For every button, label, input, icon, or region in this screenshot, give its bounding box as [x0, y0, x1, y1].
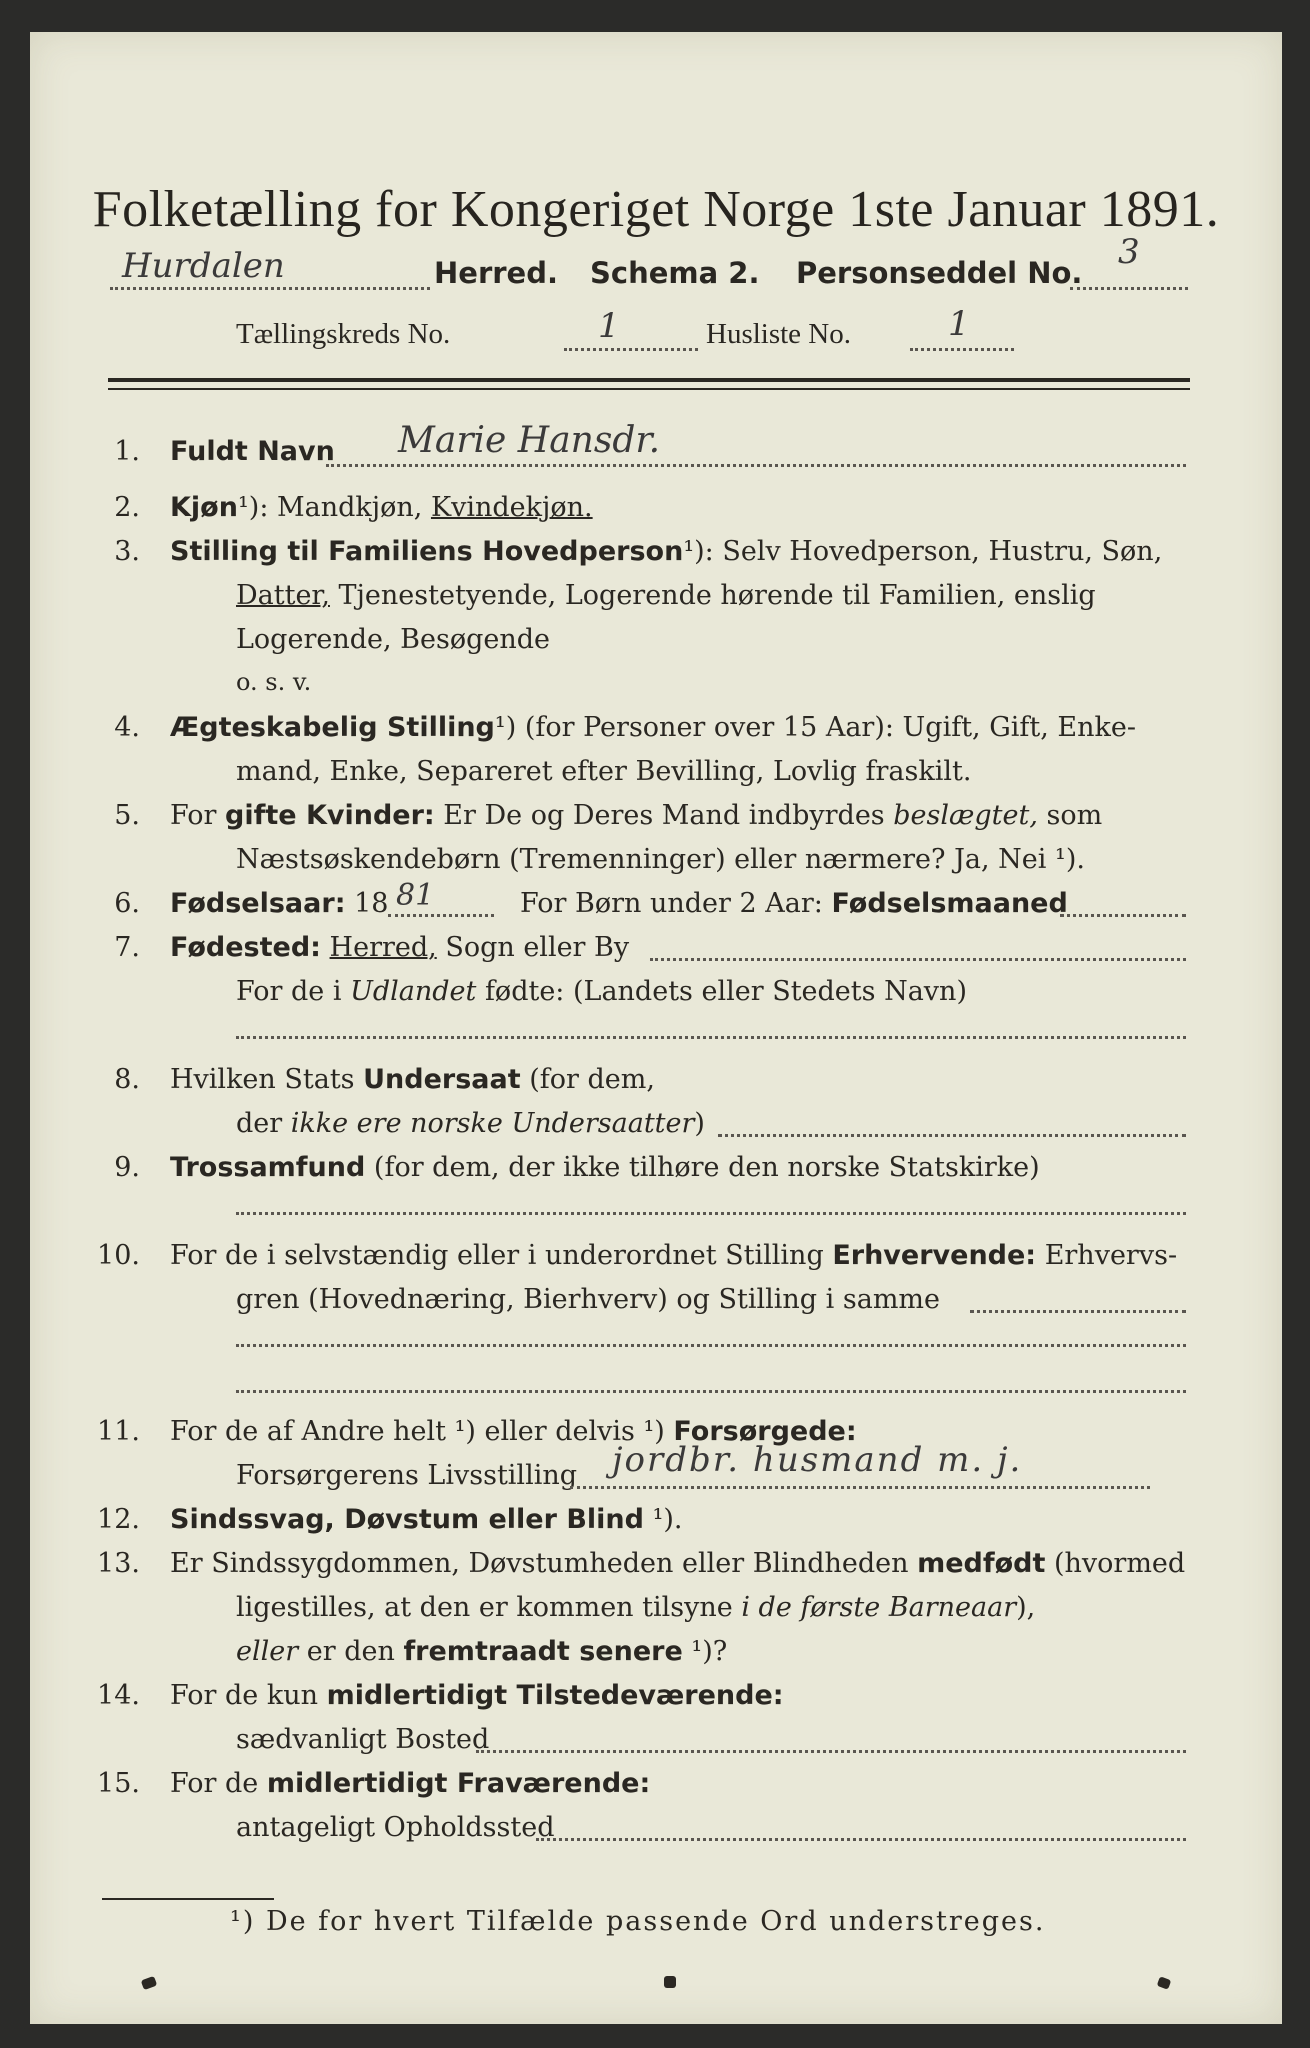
q9-rest: (for dem, der ikke tilhøre den norske Statskirke) [365, 1152, 1040, 1183]
q13-line2-pre: ligestilles, at den er kommen tilsyne [236, 1592, 742, 1623]
herred-label: Herred. [434, 256, 558, 290]
q15-bold: midlertidigt Fraværende: [266, 1768, 651, 1799]
q10-number: 10. [97, 1240, 140, 1271]
form-title: Folketælling for Kongeriget Norge 1ste Januar 1891. [92, 181, 1220, 238]
q14-line1 [170, 1682, 784, 1709]
q8-line2-italic: ikke ere norske Undersaatter [290, 1108, 695, 1139]
q5-line2: Næstsøskendebørn (Tremenninger) eller nærmere? Ja, Nei ¹). [236, 844, 1085, 875]
herred-dots [110, 287, 430, 290]
header-rule-thin [108, 388, 1190, 390]
q10-line1-pre: For de i selvstændig eller i underordnet Stilling [170, 1240, 833, 1271]
q9-bold: Trossamfund [170, 1152, 366, 1183]
q15-number: 15. [97, 1768, 140, 1799]
q8-line1 [170, 1066, 655, 1093]
q6-year-prefix: 18 [345, 888, 389, 919]
q3-line4: o. s. v. [236, 668, 312, 696]
q8-line2-rest: ) [694, 1108, 705, 1139]
q3-line1-rest: ¹): Selv Hovedperson, Hustru, Søn, [683, 536, 1163, 567]
q10-dots2 [236, 1344, 1186, 1347]
q2-sup: ¹ [237, 492, 249, 523]
q5-pre: For [170, 800, 226, 831]
taellingskreds-value: 1 [598, 306, 620, 346]
q6-bold1: Fødselsaar: [170, 888, 346, 919]
footnote: ¹) De for hvert Tilfælde passende Ord understreges. [230, 1906, 1046, 1937]
q13-line3-italic: eller [236, 1636, 299, 1667]
q7-line2-pre: For de i [236, 976, 351, 1007]
q7-line1 [170, 934, 629, 961]
q5-italic: beslægtet, [893, 800, 1038, 831]
q15-line1-pre: For de [170, 1768, 267, 1799]
q6-mid: For Børn under 2 Aar: [520, 888, 832, 919]
q12-number: 12. [97, 1504, 140, 1535]
q5-number: 5. [114, 800, 140, 831]
q11-dots [570, 1486, 1150, 1489]
q10-line2: gren (Hovednæring, Bierhverv) og Stilling i samme [236, 1284, 941, 1315]
q14-bold: midlertidigt Tilstedeværende: [326, 1680, 784, 1711]
q13-number: 13. [97, 1548, 140, 1579]
q6-bold2: Fødselsmaaned [831, 888, 1068, 919]
footnote-rule [102, 1898, 274, 1900]
q5-bold: gifte Kvinder: [225, 800, 435, 831]
q7-line2-rest: fødte: (Landets eller Stedets Navn) [476, 976, 967, 1007]
q11-line1-a: For de af Andre helt ¹) eller delvis ¹) [170, 1416, 674, 1447]
q2-number: 2. [114, 492, 140, 523]
personseddel-label: Personseddel No. [796, 256, 1083, 290]
q11-value: jordbr. husmand m. j. [612, 1440, 1023, 1480]
q9-number: 9. [114, 1152, 140, 1183]
q10-dots1 [970, 1310, 1186, 1313]
q11-bold: Forsørgede: [673, 1416, 857, 1447]
husliste-label: Husliste No. [706, 318, 851, 350]
q4-number: 4. [114, 712, 140, 743]
q6-year-dots [388, 914, 494, 917]
q4-bold: Ægteskabelig Stilling [170, 712, 495, 743]
q7-line2-italic: Udlandet [350, 976, 477, 1007]
q6-number: 6. [114, 888, 140, 919]
q15-line1 [170, 1770, 650, 1797]
header-rule-thick [108, 378, 1190, 382]
q13-line2 [236, 1594, 1035, 1621]
q3-underlined: Datter, [236, 580, 330, 611]
q3-line3: Logerende, Besøgende [236, 624, 550, 655]
q13-line3-rest: ¹)? [682, 1636, 728, 1667]
q2-rest: ): Mandkjøn, [248, 492, 431, 523]
q3-line2 [236, 582, 1096, 609]
q8-line2 [236, 1110, 705, 1137]
punch-mark-left [141, 1976, 158, 1990]
q14-line2: sædvanligt Bosted [236, 1724, 490, 1755]
q7-bold: Fødested: [170, 932, 321, 963]
q13-line3 [236, 1638, 727, 1665]
q13-line2-italic: i de første Barneaar [741, 1592, 1017, 1623]
q13-line3-mid: er den [298, 1636, 404, 1667]
q15-line2: antageligt Opholdssted [236, 1812, 555, 1843]
q15-dots [536, 1838, 1186, 1841]
q1-number: 1. [114, 436, 140, 467]
q2-bold: Kjøn [170, 492, 238, 523]
q8-line1-rest: (for dem, [520, 1064, 655, 1095]
q6-line [170, 890, 388, 917]
q1-label: Fuldt Navn [170, 436, 335, 467]
taellingskreds-label: Tællingskreds No. [236, 318, 451, 350]
schema-label: Schema 2. [590, 256, 760, 290]
q7-number: 7. [114, 932, 140, 963]
q3-line2-rest: Tjenestetyende, Logerende hørende til Familien, enslig [329, 580, 1096, 611]
q3-bold: Stilling til Familiens Hovedperson [170, 536, 684, 567]
census-form-page [30, 32, 1282, 2024]
q13-line1 [170, 1550, 1185, 1577]
q8-number: 8. [114, 1064, 140, 1095]
q10-line1 [170, 1242, 1177, 1269]
q5-end: som [1037, 800, 1103, 831]
q8-line2-pre: der [236, 1108, 291, 1139]
q2-underlined: Kvindekjøn. [430, 492, 593, 523]
q6-month-dots [1060, 914, 1186, 917]
herred-value: Hurdalen [122, 246, 285, 286]
husliste-dots [910, 348, 1014, 351]
q10-line1-rest: Erhvervs- [1036, 1240, 1178, 1271]
q13-line1-pre: Er Sindssygdommen, Døvstumheden eller Blindheden [170, 1548, 918, 1579]
q7-line1-rest: Sogn eller By [436, 932, 630, 963]
q12-rest: ¹). [643, 1504, 683, 1535]
q8-dots [718, 1134, 1186, 1137]
q3-line1 [170, 538, 1162, 565]
q8-bold: Undersaat [363, 1064, 521, 1095]
q4-line1 [170, 714, 1136, 741]
q2-text [170, 494, 593, 521]
q10-dots3 [236, 1390, 1186, 1393]
q10-bold: Erhvervende: [832, 1240, 1037, 1271]
q13-bold: medfødt [917, 1548, 1046, 1579]
q9-dots [236, 1212, 1186, 1215]
punch-mark-center [664, 1976, 676, 1988]
q14-dots [476, 1750, 1186, 1753]
taellingskreds-dots [564, 348, 698, 351]
q5-line1 [170, 802, 1102, 829]
q3-number: 3. [114, 536, 140, 567]
q4-line1-rest: ¹) (for Personer over 15 Aar): Ugift, Gift, Enke- [494, 712, 1136, 743]
q6-year-value: 81 [396, 878, 435, 913]
q13-line1-rest: (hvormed [1045, 1548, 1186, 1579]
q13-line3-bold: fremtraadt senere [403, 1636, 683, 1667]
q7-dots2 [236, 1036, 1186, 1039]
personseddel-value: 3 [1118, 232, 1140, 272]
q7-line2 [236, 978, 967, 1005]
q14-line1-pre: For de kun [170, 1680, 327, 1711]
q8-line1-pre: Hvilken Stats [170, 1064, 364, 1095]
q6-line-2 [520, 890, 1068, 917]
q7-underlined: Herred, [329, 932, 437, 963]
q4-line2: mand, Enke, Separeret efter Bevilling, Lovlig fraskilt. [236, 756, 972, 787]
q9-line [170, 1154, 1040, 1181]
q1-value: Marie Hansdr. [398, 420, 661, 461]
q7-dots1 [650, 958, 1186, 961]
q5-mid: Er De og Deres Mand indbyrdes [434, 800, 894, 831]
husliste-value: 1 [948, 304, 970, 344]
punch-mark-right [1157, 1976, 1172, 1990]
q1-dots [326, 464, 1186, 467]
q11-line2: Forsørgerens Livsstilling [236, 1460, 578, 1491]
q14-number: 14. [97, 1680, 140, 1711]
q13-line2-rest: ), [1016, 1592, 1036, 1623]
q11-number: 11. [97, 1416, 140, 1447]
q12-line [170, 1506, 683, 1533]
personseddel-dots [1070, 287, 1188, 290]
q12-bold: Sindssvag, Døvstum eller Blind [170, 1504, 644, 1535]
